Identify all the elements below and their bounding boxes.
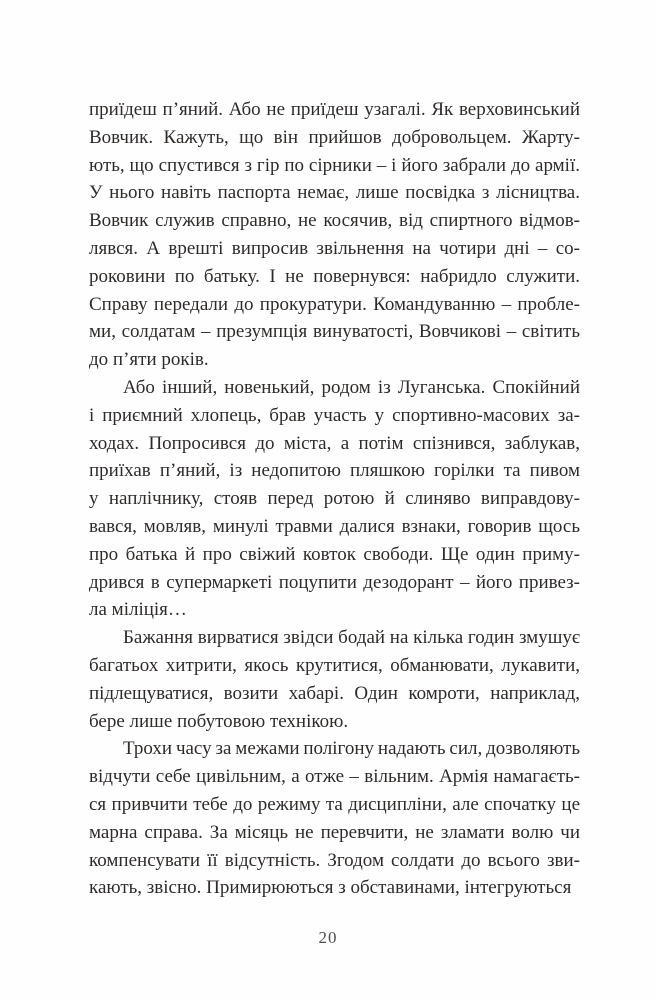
text-line [89, 457, 580, 485]
text-line-content: лявся. А врешті випросив звільнення на чотири дні – со- [89, 237, 580, 259]
text-line-content: приїдеш п’яний. Або не приїдеш узагалі. Як верховинський [89, 99, 580, 120]
text-line [89, 596, 580, 624]
text-line-content: приїхав п’яний, із недопитою пляшкою горілки та пивом [89, 460, 580, 482]
text-line [89, 791, 580, 819]
text-line [89, 541, 580, 569]
text-line-content: ла міліція… [89, 599, 187, 621]
text-line [89, 708, 580, 736]
text-line [89, 569, 580, 597]
text-line [89, 124, 580, 152]
text-line-content: ся привчити тебе до режиму та дисципліни, але спочатку це [89, 793, 580, 815]
text-line [89, 318, 580, 346]
text-line-content: компенсувати її відсутність. Згодом солдати до всього зви- [89, 849, 580, 871]
text-line-content: Бажання вирватися звідси бодай на кілька годин змушує [123, 627, 580, 649]
text-line-content: марна справа. За місяць не перевчити, не зламати волю чи [89, 821, 580, 843]
text-line [89, 374, 580, 402]
text-line-content: відчути себе цивільним, а отже – вільним. Армія намагаєть- [89, 766, 580, 788]
text-line-content: вався, мовляв, минулі травми далися взнаки, говорив щось [89, 515, 580, 537]
text-line-content: і приємний хлопець, брав участь у спортивно-масових за- [89, 404, 580, 426]
text-line-content: ють, що спустився з гір по сірники – і його забрали до армії. [89, 154, 580, 176]
text-line [89, 874, 580, 902]
text-line [89, 235, 580, 263]
text-line [89, 152, 580, 180]
text-line-content: Або інший, новенький, родом із Луганська. Спокійний [123, 376, 580, 398]
text-line [89, 652, 580, 680]
text-line-content: багатьох хитрити, якось крутитися, обманювати, лукавити, [89, 654, 580, 676]
text-line-content: до п’яти років. [89, 349, 209, 371]
text-line-content: підлещуватися, возити хабарі. Один комроти, наприклад, [89, 682, 580, 704]
text-block [89, 96, 580, 902]
text-line-content: Справу передали до прокуратури. Командуванню – пробле- [89, 293, 580, 315]
page-number: 20 [318, 928, 338, 947]
text-line-content: ми, солдатам – презумпція винуватості, Вовчикові – світить [89, 321, 580, 343]
text-line [89, 485, 580, 513]
text-line [89, 402, 580, 430]
text-line-content: У нього навіть паспорта немає, лише посвідка з лісництва. [89, 182, 580, 204]
text-line-content: дрився в супермаркеті поцупити дезодорант – його привез- [89, 571, 580, 593]
text-line [89, 680, 580, 708]
text-line [89, 179, 580, 207]
text-line [89, 96, 580, 124]
text-line [89, 819, 580, 847]
text-line-content: про батька й про свіжий ковток свободи. Ще один приму- [89, 543, 580, 565]
text-line-content: роковини по батьку. І не повернувся: набридло служити. [89, 265, 580, 287]
text-line-content: кають, звісно. Примирюються з обставинами, інтегруються [89, 877, 572, 899]
text-line [89, 763, 580, 791]
text-line-content: у наплічнику, стояв перед ротою й слиняво виправдову- [89, 488, 580, 510]
text-line [89, 513, 580, 541]
text-line [89, 263, 580, 291]
text-line [89, 735, 580, 763]
text-line [89, 624, 580, 652]
text-line-content: Вовчик служив справно, не косячив, від спиртного відмов- [89, 210, 580, 232]
text-line [89, 346, 580, 374]
text-line-content: бере лише побутовою технікою. [89, 710, 349, 732]
text-line-content: ходах. Попросився до міста, а потім спізнився, заблукав, [89, 432, 580, 454]
text-line [89, 430, 580, 458]
text-line-content: Вовчик. Кажуть, що він прийшов добровольцем. Жарту- [89, 126, 580, 148]
text-line [89, 847, 580, 875]
text-line-content: Трохи часу за межами полігону надають сил, дозволяють [123, 738, 580, 760]
text-line [89, 291, 580, 319]
text-line [89, 207, 580, 235]
